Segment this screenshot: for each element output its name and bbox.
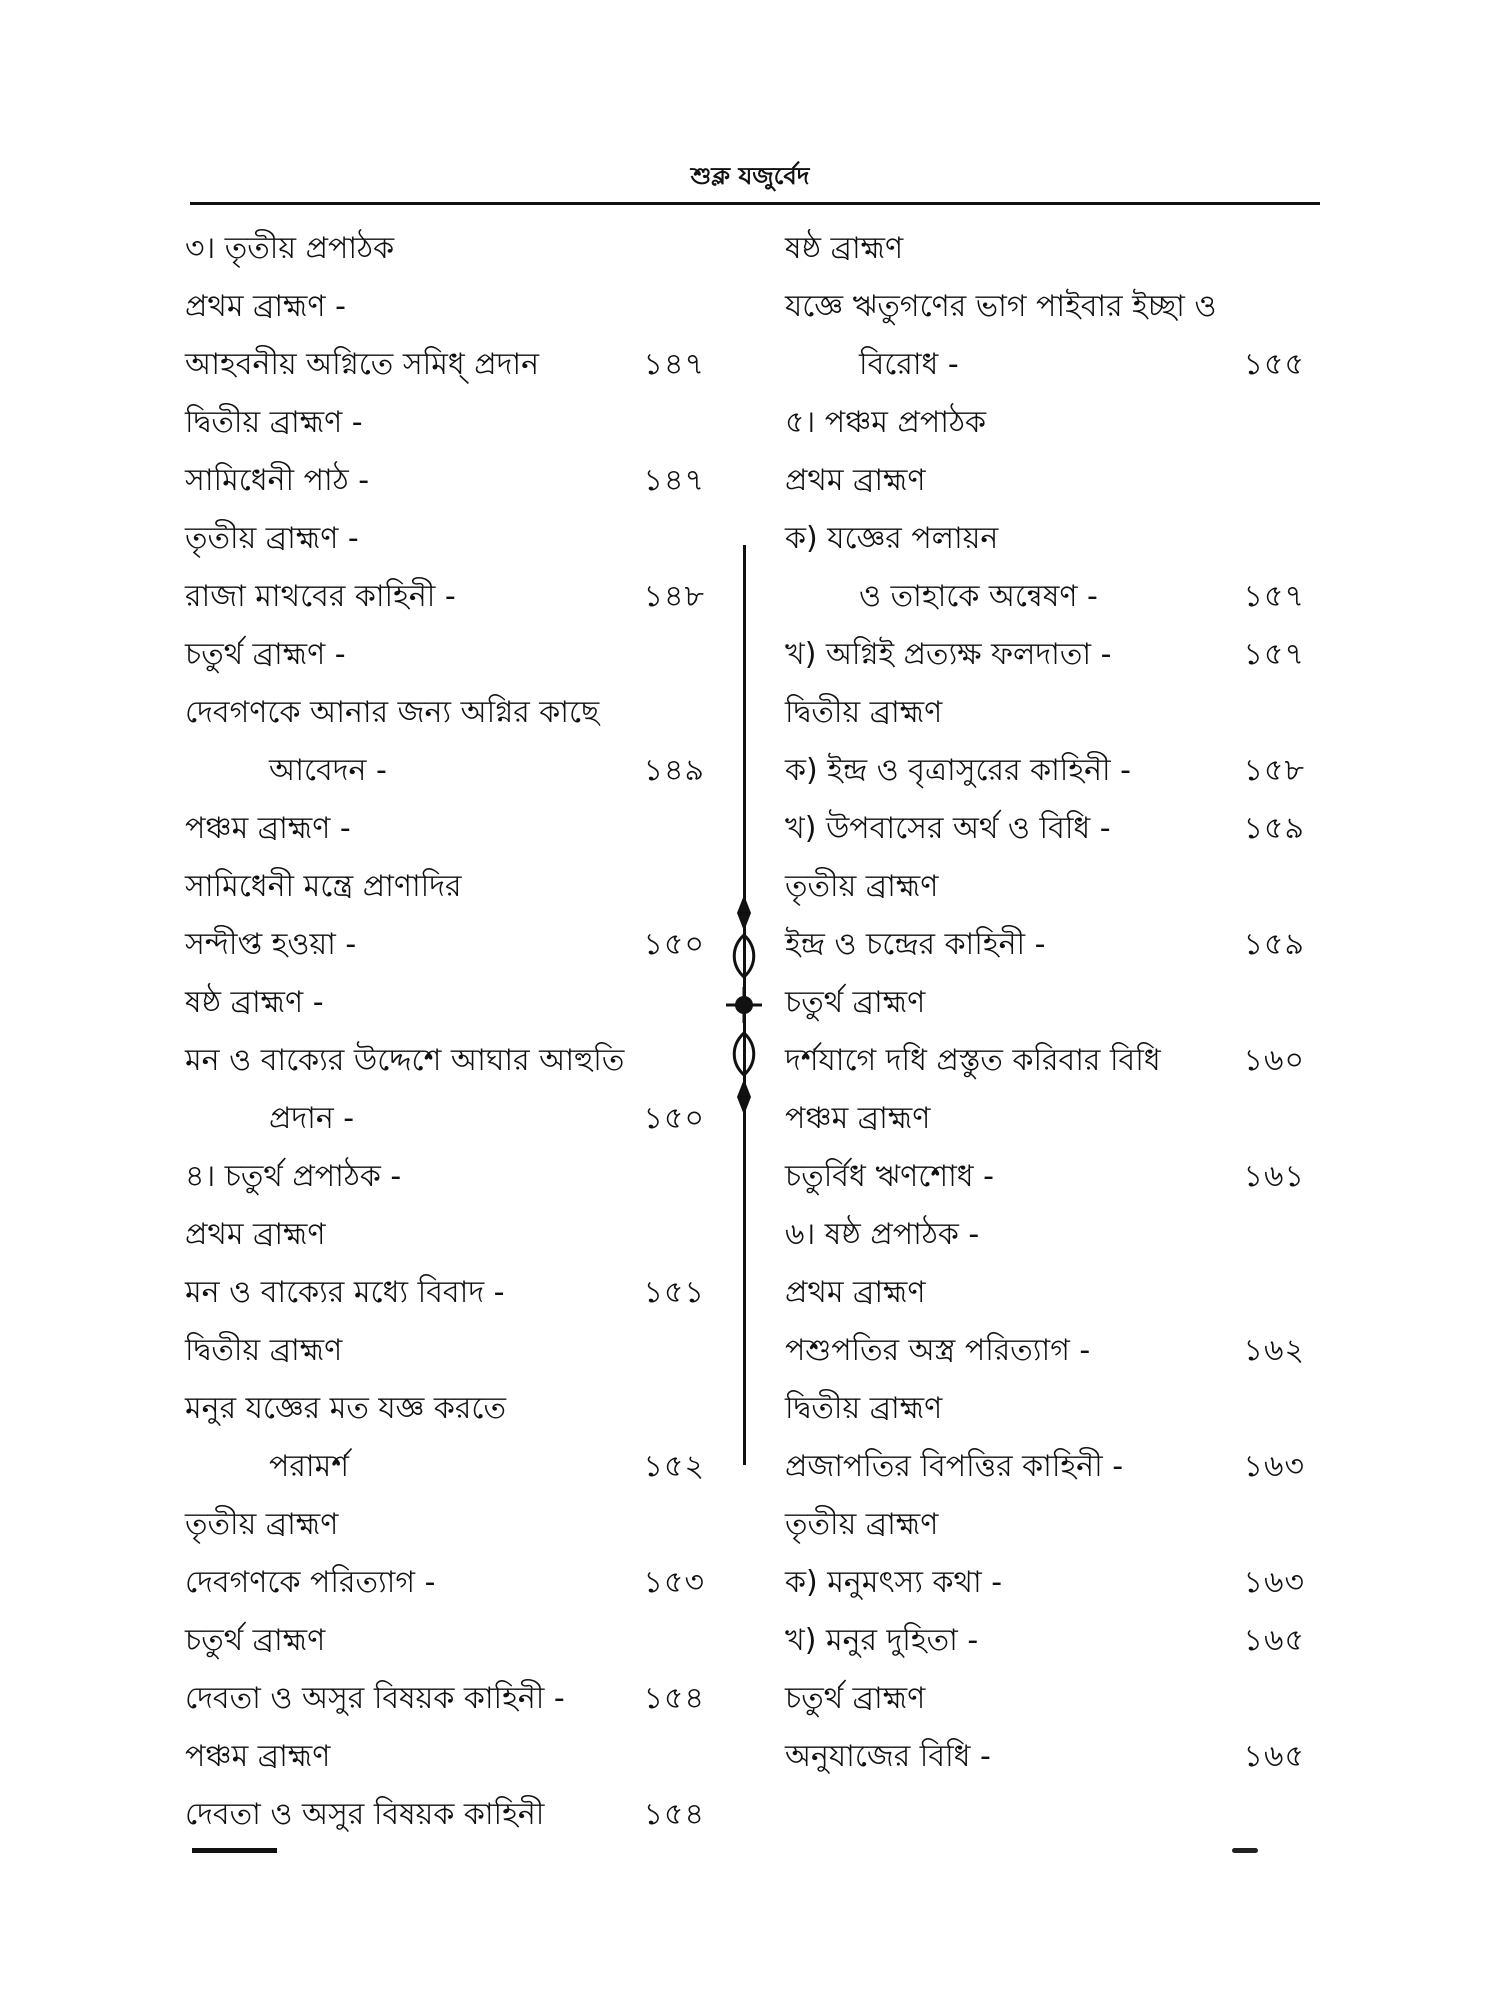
toc-entry-page-number: ১৫৩ <box>643 1565 705 1600</box>
toc-entry <box>785 1380 1305 1438</box>
toc-entry-page-number: ১৫১ <box>643 1275 705 1310</box>
toc-entry-page-number: ১৫৮ <box>1243 753 1305 788</box>
toc-entry-title: সামিধেনী পাঠ - <box>185 463 370 498</box>
toc-entry <box>785 1496 1305 1554</box>
toc-entry-title: দর্শযাগে দধি প্রস্তুত করিবার বিধি <box>785 1043 1161 1078</box>
toc-entry-title: দেবগণকে পরিত্যাগ - <box>185 1565 436 1600</box>
toc-entry-title: দেবগণকে আনার জন্য অগ্নির কাছে <box>185 695 600 730</box>
toc-entry-page-number: ১৬৩ <box>1243 1449 1305 1484</box>
toc-entry-title: পঞ্চম ব্রাহ্মণ <box>185 1739 331 1774</box>
toc-entry <box>785 1612 1305 1670</box>
toc-entry <box>785 1554 1305 1612</box>
toc-entry <box>185 278 705 336</box>
toc-entry <box>185 1148 705 1206</box>
toc-entry-title: মন ও বাক্যের মধ্যে বিবাদ - <box>185 1275 505 1310</box>
toc-entry-title: খ) উপবাসের অর্থ ও বিধি - <box>785 811 1111 846</box>
toc-entry-title: চতুর্থ ব্রাহ্মণ <box>785 985 926 1020</box>
toc-entry-title: সামিধেনী মন্ত্রে প্রাণাদির <box>185 869 462 904</box>
toc-entry <box>785 626 1305 684</box>
toc-entry-title: ৪। চতুর্থ প্রপাঠক - <box>185 1159 402 1194</box>
toc-entry <box>785 1322 1305 1380</box>
toc-entry-title: প্রথম ব্রাহ্মণ - <box>185 289 346 324</box>
toc-entry-title: প্রথম ব্রাহ্মণ <box>185 1217 326 1252</box>
toc-entry-title: দ্বিতীয় ব্রাহ্মণ <box>185 1333 343 1368</box>
toc-entry-title: তৃতীয় ব্রাহ্মণ - <box>185 521 359 556</box>
toc-entry <box>785 1148 1305 1206</box>
toc-entry-title: দ্বিতীয় ব্রাহ্মণ - <box>185 405 363 440</box>
toc-entry <box>185 1380 705 1438</box>
toc-entry <box>785 1032 1305 1090</box>
toc-entry <box>785 742 1305 800</box>
toc-entry <box>785 1728 1305 1786</box>
toc-entry-title: তৃতীয় ব্রাহ্মণ <box>785 869 939 904</box>
toc-entry <box>185 1264 705 1322</box>
toc-entry-title: প্রথম ব্রাহ্মণ <box>785 463 926 498</box>
toc-entry <box>785 1438 1305 1496</box>
toc-entry-title: দ্বিতীয় ব্রাহ্মণ <box>785 695 943 730</box>
toc-entry <box>785 800 1305 858</box>
toc-entry-title: ষষ্ঠ ব্রাহ্মণ - <box>185 985 324 1020</box>
header-rule <box>190 202 1320 205</box>
toc-entry <box>185 1322 705 1380</box>
toc-entry-title: ইন্দ্র ও চন্দ্রের কাহিনী - <box>785 927 1046 962</box>
toc-entry-page-number: ১৫৪ <box>643 1681 705 1716</box>
toc-entry <box>785 278 1305 336</box>
toc-entry <box>185 568 705 626</box>
toc-entry-title: যজ্ঞে ঋতুগণের ভাগ পাইবার ইচ্ছা ও <box>785 289 1217 324</box>
toc-entry-title: চতুর্থ ব্রাহ্মণ <box>785 1681 926 1716</box>
toc-entry <box>185 1438 705 1496</box>
toc-entry <box>185 510 705 568</box>
toc-entry-title: প্রদান - <box>269 1101 355 1136</box>
toc-entry-title: রাজা মাথবের কাহিনী - <box>185 579 456 614</box>
toc-entry-title: চতুর্থ ব্রাহ্মণ - <box>185 637 346 672</box>
toc-entry-title: দেবতা ও অসুর বিষয়ক কাহিনী - <box>185 1681 565 1716</box>
toc-entry <box>785 510 1305 568</box>
toc-entry <box>185 452 705 510</box>
toc-entry-page-number: ১৫৯ <box>1243 811 1305 846</box>
toc-entry-page-number: ১৬০ <box>1243 1043 1305 1078</box>
toc-entry <box>185 916 705 974</box>
toc-entry <box>785 220 1305 278</box>
toc-entry-title: ক) যজ্ঞের পলায়ন <box>785 521 999 556</box>
toc-entry-title: ৫। পঞ্চম প্রপাঠক <box>785 405 986 440</box>
toc-entry-title: ক) মনুমৎস্য কথা - <box>785 1565 1003 1600</box>
toc-entry-title: পরামর্শ <box>269 1449 349 1484</box>
toc-left-column <box>185 220 705 1844</box>
toc-entry <box>785 394 1305 452</box>
toc-entry <box>185 974 705 1032</box>
toc-entry <box>185 394 705 452</box>
toc-right-column <box>785 220 1305 1786</box>
toc-entry <box>185 1786 705 1844</box>
toc-entry-title: ষষ্ঠ ব্রাহ্মণ <box>785 231 904 266</box>
toc-entry-page-number: ১৫০ <box>643 1101 705 1136</box>
toc-entry-page-number: ১৬১ <box>1243 1159 1305 1194</box>
toc-entry-title: দেবতা ও অসুর বিষয়ক কাহিনী <box>185 1797 545 1832</box>
toc-entry <box>785 1206 1305 1264</box>
toc-entry <box>785 1090 1305 1148</box>
toc-entry <box>185 1670 705 1728</box>
toc-entry <box>785 452 1305 510</box>
toc-entry-title: প্রথম ব্রাহ্মণ <box>785 1275 926 1310</box>
toc-entry-page-number: ১৪৮ <box>643 579 705 614</box>
toc-entry-title: বিরোধ - <box>859 347 959 382</box>
toc-entry-page-number: ১৫৪ <box>643 1797 705 1832</box>
toc-entry <box>185 742 705 800</box>
toc-entry <box>185 626 705 684</box>
toc-entry-title: পঞ্চম ব্রাহ্মণ - <box>185 811 351 846</box>
toc-entry-page-number: ১৪৯ <box>643 753 705 788</box>
toc-entry-title: মনুর যজ্ঞের মত যজ্ঞ করতে <box>185 1391 506 1426</box>
toc-entry-page-number: ১৫২ <box>643 1449 705 1484</box>
toc-entry <box>185 800 705 858</box>
toc-entry-page-number: ১৫৯ <box>1243 927 1305 962</box>
toc-entry-title: খ) মনুর দুহিতা - <box>785 1623 979 1658</box>
toc-entry <box>185 220 705 278</box>
toc-entry <box>185 1612 705 1670</box>
toc-entry-page-number: ১৪৭ <box>643 347 705 382</box>
toc-entry-page-number: ১৬৫ <box>1243 1739 1305 1774</box>
running-header: শুক্ল যজুর্বেদ <box>690 162 810 190</box>
toc-entry <box>185 1032 705 1090</box>
toc-entry-page-number: ১৫০ <box>643 927 705 962</box>
toc-entry-page-number: ১৬২ <box>1243 1333 1305 1368</box>
toc-entry-title: প্রজাপতির বিপত্তির কাহিনী - <box>785 1449 1124 1484</box>
toc-entry-title: পশুপতির অস্ত্র পরিত্যাগ - <box>785 1333 1091 1368</box>
toc-entry-title: চতুর্থ ব্রাহ্মণ <box>185 1623 326 1658</box>
toc-entry <box>785 858 1305 916</box>
toc-entry-title: ৬। ষষ্ঠ প্রপাঠক - <box>785 1217 980 1252</box>
toc-entry-title: খ) অগ্নিই প্রত্যক্ষ ফলদাতা - <box>785 637 1112 672</box>
toc-entry <box>785 1264 1305 1322</box>
toc-entry-title: চতুর্বিধ ঋণশোধ - <box>785 1159 994 1194</box>
toc-entry-title: আহবনীয় অগ্নিতে সমিধ্ প্রদান <box>185 347 540 382</box>
toc-entry-page-number: ১৬৩ <box>1243 1565 1305 1600</box>
toc-entry-title: ও তাহাকে অন্বেষণ - <box>859 579 1098 614</box>
toc-entry-title: মন ও বাক্যের উদ্দেশে আঘার আহুতি <box>185 1043 625 1078</box>
toc-entry <box>185 1090 705 1148</box>
footer-rule-mark <box>192 1848 277 1853</box>
toc-entry <box>185 1206 705 1264</box>
toc-entry <box>185 1554 705 1612</box>
toc-entry-title: পঞ্চম ব্রাহ্মণ <box>785 1101 931 1136</box>
toc-entry-title: ক) ইন্দ্র ও বৃত্রাসুরের কাহিনী - <box>785 753 1131 788</box>
toc-entry <box>185 858 705 916</box>
footer-dot-mark <box>1232 1848 1258 1853</box>
toc-entry-title: তৃতীয় ব্রাহ্মণ <box>785 1507 939 1542</box>
toc-entry-page-number: ১৪৭ <box>643 463 705 498</box>
toc-entry <box>785 568 1305 626</box>
toc-entry-page-number: ১৫৭ <box>1243 637 1305 672</box>
toc-entry-title: দ্বিতীয় ব্রাহ্মণ <box>785 1391 943 1426</box>
toc-entry-page-number: ১৫৭ <box>1243 579 1305 614</box>
toc-entry <box>185 336 705 394</box>
toc-entry-page-number: ১৬৫ <box>1243 1623 1305 1658</box>
toc-entry <box>185 1728 705 1786</box>
toc-entry-page-number: ১৫৫ <box>1243 347 1305 382</box>
toc-entry <box>785 1670 1305 1728</box>
toc-entry-title: সন্দীপ্ত হওয়া - <box>185 927 357 962</box>
toc-entry <box>785 336 1305 394</box>
toc-entry-title: অনুযাজের বিধি - <box>785 1739 991 1774</box>
toc-entry <box>785 974 1305 1032</box>
toc-entry <box>185 1496 705 1554</box>
toc-entry-title: ৩। তৃতীয় প্রপাঠক <box>185 231 395 266</box>
toc-entry <box>785 684 1305 742</box>
toc-entry <box>785 916 1305 974</box>
toc-entry-title: আবেদন - <box>269 753 387 788</box>
divider-ornament-icon <box>724 895 764 1115</box>
toc-entry <box>185 684 705 742</box>
toc-entry-title: তৃতীয় ব্রাহ্মণ <box>185 1507 339 1542</box>
